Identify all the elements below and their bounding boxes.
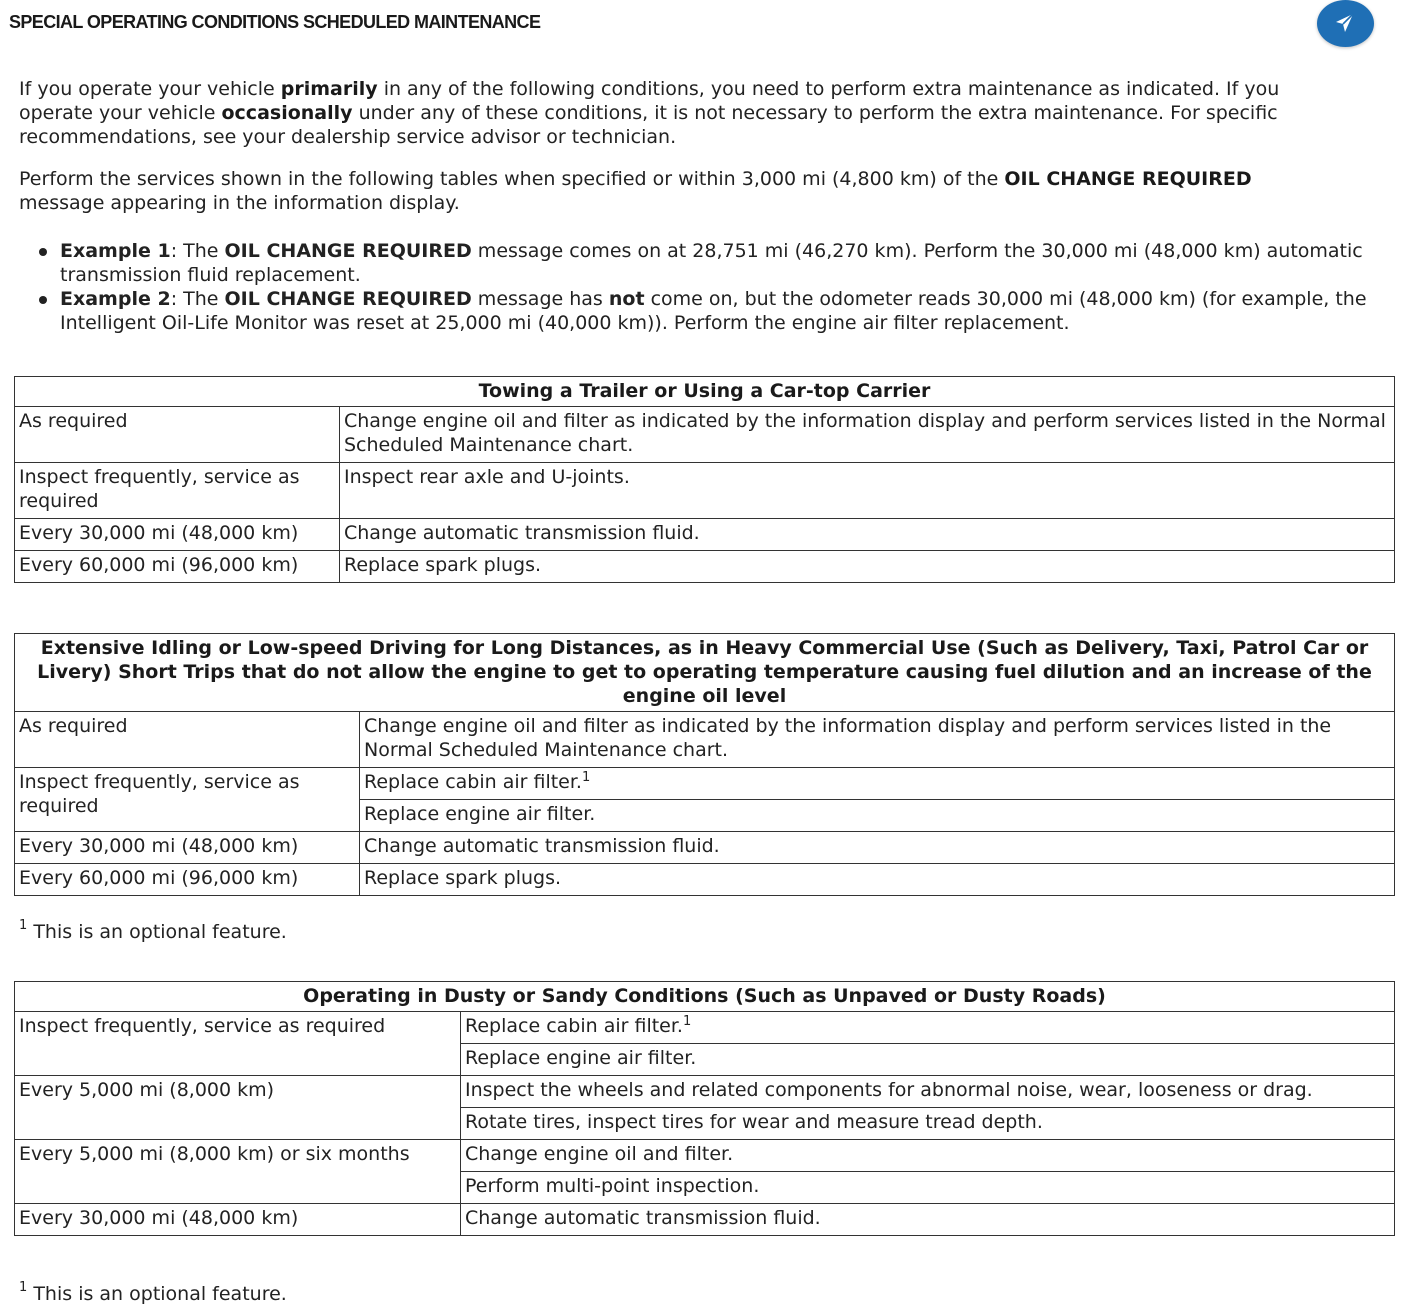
example-label: Example 2 (60, 288, 171, 310)
interval-cell: Every 60,000 mi (96,000 km) (15, 551, 340, 583)
interval-cell: Inspect frequently, service as required (15, 768, 360, 832)
example-list (19, 239, 1394, 335)
service-cell: Change automatic transmission fluid. (340, 519, 1395, 551)
intro-text: message appearing in the information display. (19, 192, 460, 214)
example-item-1 (19, 239, 1394, 287)
service-text: Replace cabin air filter. (465, 1015, 683, 1037)
service-cell: Change engine oil and filter. (461, 1140, 1395, 1172)
footnote-marker: 1 (19, 1280, 28, 1295)
example-item-2 (19, 287, 1394, 335)
table-row (15, 1204, 1395, 1236)
table-title: Extensive Idling or Low-speed Driving for Long Distances, as in Heavy Commercial Use (Such as Delivery, Taxi, Patrol Car or Livery) Short Trips that do not allow the engine to get to operating temperature causing fuel dilution and an increase of the engine oil level (15, 634, 1395, 712)
table-row (15, 1140, 1395, 1172)
table-row (15, 463, 1395, 519)
example-text: message has (471, 288, 609, 310)
table-row (15, 768, 1395, 800)
dusty-conditions-maintenance-table (14, 981, 1395, 1236)
interval-cell: Inspect frequently, service as required (15, 463, 340, 519)
emphasis-oil-change-required: OIL CHANGE REQUIRED (224, 240, 472, 262)
interval-cell: Every 30,000 mi (48,000 km) (15, 1204, 461, 1236)
emphasis-oil-change-required: OIL CHANGE REQUIRED (224, 288, 472, 310)
service-text: Replace cabin air filter. (364, 771, 582, 793)
table-title: Operating in Dusty or Sandy Conditions (Such as Unpaved or Dusty Roads) (15, 982, 1395, 1012)
interval-cell: As required (15, 712, 360, 768)
service-cell: Inspect the wheels and related components for abnormal noise, wear, looseness or drag. (461, 1076, 1395, 1108)
footnote-marker: 1 (581, 770, 591, 785)
table-row (15, 1012, 1395, 1044)
table-header-row (15, 377, 1395, 407)
service-cell: Change automatic transmission fluid. (360, 832, 1395, 864)
table-title: Towing a Trailer or Using a Car-top Carrier (15, 377, 1395, 407)
emphasis-oil-change-required: OIL CHANGE REQUIRED (1004, 168, 1252, 190)
service-cell: Replace spark plugs. (360, 864, 1395, 896)
service-cell: Rotate tires, inspect tires for wear and measure tread depth. (461, 1108, 1395, 1140)
service-cell (461, 1012, 1395, 1044)
interval-cell: Every 5,000 mi (8,000 km) (15, 1076, 461, 1140)
intro-text: under any of these conditions, it is not necessary to perform the extra maintenance. For specific recommendations, see your dealership service advisor or technician. (19, 102, 1278, 148)
service-cell: Replace engine air filter. (360, 800, 1395, 832)
service-cell: Replace engine air filter. (461, 1044, 1395, 1076)
service-cell: Replace spark plugs. (340, 551, 1395, 583)
interval-cell: Inspect frequently, service as required (15, 1012, 461, 1076)
intro-paragraph-1 (19, 77, 1339, 149)
table-row (15, 864, 1395, 896)
table-row (15, 832, 1395, 864)
idling-short-trips-maintenance-table (14, 633, 1395, 896)
intro-text: If you operate your vehicle (19, 78, 281, 100)
table-row (15, 407, 1395, 463)
share-send-icon (1335, 13, 1355, 33)
table-header-row (15, 982, 1395, 1012)
intro-text: in any of the following conditions, you need to perform extra maintenance as indicated. If you operate your vehicle (19, 78, 1280, 124)
service-cell (360, 768, 1395, 800)
example-text: : The (170, 288, 225, 310)
interval-cell: Every 5,000 mi (8,000 km) or six months (15, 1140, 461, 1204)
service-cell: Change engine oil and filter as indicated by the information display and perform services listed in the Normal Scheduled Maintenance chart. (360, 712, 1395, 768)
service-cell: Change automatic transmission fluid. (461, 1204, 1395, 1236)
table-row (15, 519, 1395, 551)
footnote-marker: 1 (19, 918, 28, 933)
towing-maintenance-table (14, 376, 1395, 583)
interval-cell: Every 60,000 mi (96,000 km) (15, 864, 360, 896)
emphasis-primarily: primarily (280, 78, 378, 100)
emphasis-occasionally: occasionally (221, 102, 353, 124)
example-text: : The (170, 240, 225, 262)
table-row (15, 551, 1395, 583)
table-row (15, 1076, 1395, 1108)
page-title: SPECIAL OPERATING CONDITIONS SCHEDULED MAINTENANCE (9, 12, 541, 32)
footnote-marker: 1 (682, 1014, 692, 1029)
example-text: come on, but the odometer reads 30,000 mi (48,000 km) (for example, the Intelligent Oil-Life Monitor was reset at 25,000 mi (40,000 km)). Perform the engine air filter replacement. (60, 288, 1367, 334)
example-text: message comes on at 28,751 mi (46,270 km). Perform the 30,000 mi (48,000 km) automatic transmission fluid replacement. (60, 240, 1363, 286)
service-cell: Change engine oil and filter as indicated by the information display and perform services listed in the Normal Scheduled Maintenance chart. (340, 407, 1395, 463)
interval-cell: Every 30,000 mi (48,000 km) (15, 832, 360, 864)
footnote-text: This is an optional feature. (33, 921, 287, 943)
page-header (9, 10, 1389, 50)
interval-cell: Every 30,000 mi (48,000 km) (15, 519, 340, 551)
table-header-row (15, 634, 1395, 712)
share-button[interactable] (1317, 0, 1374, 47)
footnote (19, 1282, 287, 1306)
footnote-text: This is an optional feature. (33, 1283, 287, 1305)
table-row (15, 712, 1395, 768)
interval-cell: As required (15, 407, 340, 463)
emphasis-not: not (608, 288, 645, 310)
intro-text: Perform the services shown in the following tables when specified or within 3,000 mi (4,800 km) of the (19, 168, 1005, 190)
service-cell: Inspect rear axle and U-joints. (340, 463, 1395, 519)
intro-paragraph-2 (19, 167, 1339, 215)
footnote (19, 920, 287, 944)
service-cell: Perform multi-point inspection. (461, 1172, 1395, 1204)
example-label: Example 1 (60, 240, 171, 262)
